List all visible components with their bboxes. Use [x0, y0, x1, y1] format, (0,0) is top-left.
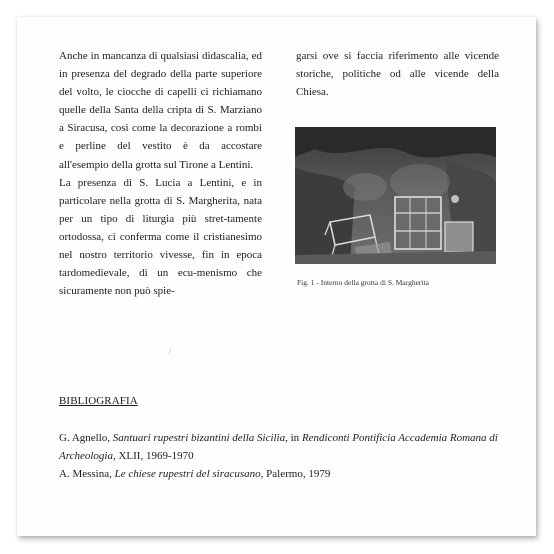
entry-author: A. Messina,	[59, 468, 115, 480]
entry-journal: Rendiconti Pontificia Accademia Romana di Archeologia	[59, 432, 498, 462]
bibliography-entry	[59, 429, 519, 465]
bibliography-list	[59, 429, 519, 483]
left-text-column	[59, 47, 262, 300]
bibliography-heading: BIBLIOGRAFIA	[59, 395, 138, 407]
entry-title: Santuari rupestri bizantini della Sicilia	[112, 432, 286, 444]
entry-details: , Palermo, 1979	[260, 468, 331, 480]
cave-photo-illustration	[295, 127, 496, 264]
figure-caption: Fig. 1 - Interno della grotta di S. Margherita	[297, 278, 429, 287]
right-paragraph-1: garsi ove si faccia riferimento alle vicende storiche, politiche od alle vicende della Chiesa.	[296, 50, 499, 99]
entry-author: G. Agnello,	[59, 432, 113, 444]
left-paragraph-1: Anche in mancanza di qualsiasi didascalia, ed in presenza del degrado della parte superiore del volto, le ciocche di capelli ci richiamano quelle della Santa della cripta di S. Marziano a Siracusa, così come la decorazione a rombi e perline del vestito è da accostare all'esempio della grotta sul Tirone a Lentini.	[59, 50, 262, 171]
scan-mark: /	[169, 347, 172, 356]
left-paragraph-2: La presenza di S. Lucia a Lentini, e in particolare nella grotta di S. Margherita, nata per un tipo di liturgia più stret-tamente ortodossa, ci conferma come il cristianesimo nel nostro territorio vivesse, fin in epoca tardomedievale, di un ecu-menismo che sicuramente non può spie-	[59, 176, 262, 298]
entry-details: , XLII, 1969-1970	[112, 450, 194, 462]
bibliography-entry	[59, 465, 519, 483]
right-text-column	[296, 47, 499, 101]
document-page	[17, 17, 536, 536]
cave-interior-photo	[295, 127, 496, 264]
entry-title: Le chiese rupestri del siracusano	[114, 468, 261, 480]
entry-separator: , in	[285, 432, 302, 444]
